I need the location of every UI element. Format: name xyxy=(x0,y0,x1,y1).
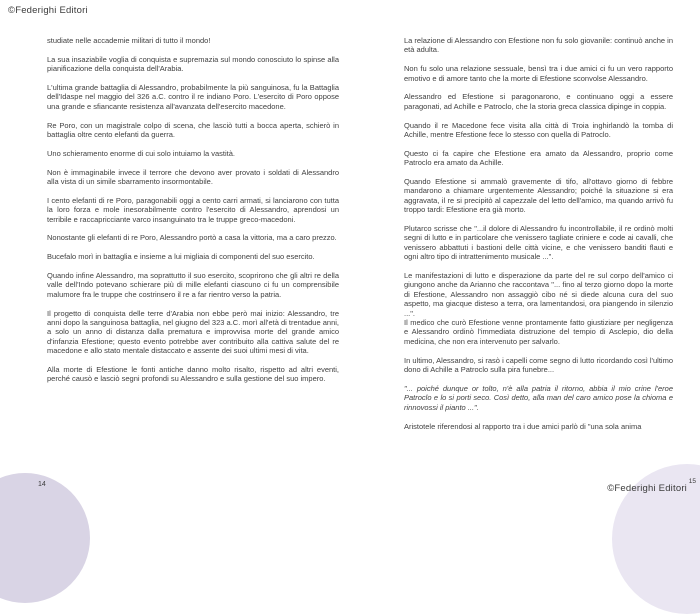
paragraph: "... poiché dunque or tolto, n'è alla patria il ritorno, abbia il mio crine l'eroe Patroclo e lo si porti seco. Così detto, alla man del caro amico pose la chioma e rinnovossi il pianto ...". xyxy=(404,383,673,412)
paragraph: Le manifestazioni di lutto e disperazione da parte del re sul corpo dell'amico ci giungono anche da Arianno che raccontava "... fino al terzo giorno dopo la morte di Efestione, Alessandro non assaggiò cibo né si diede alcuna cura del suo aspetto, ma giacque disteso a terra, ora lamentandosi, ora piangendo in silenzio ...". xyxy=(404,271,673,318)
paragraph: Quando infine Alessandro, ma soprattutto il suo esercito, scoprirono che gli altri re della valle dell'Indo potevano schierare più di mille elefanti ciascuno ci fu un comprensibile malumore fra le truppe che costrinsero il re a far rientro verso la patria. xyxy=(47,271,339,299)
page-number-left: 14 xyxy=(38,481,46,488)
paragraph: Alla morte di Efestione le fonti antiche danno molto risalto, rispetto ad altri eventi, perché causò e lasciò segni profondi su Alessandro e sulla gestione del suo impero. xyxy=(47,365,339,384)
paragraph: Re Poro, con un magistrale colpo di scena, che lasciò tutti a bocca aperta, schierò in battaglia oltre cento elefanti da guerra. xyxy=(47,120,339,140)
paragraph: Quando il re Macedone fece visita alla città di Troia inghirlandò la tomba di Achille, mentre Efestione fece lo stesso con quella di Patroclo. xyxy=(404,120,673,140)
paragraph: Quando Efestione si ammalò gravemente di tifo, all'ottavo giorno di febbre mandarono a chiamare urgentemente Alessandro; poiché la situazione si era aggravata, il re si precipitò al capezzale del letto dell'amico, ma quando arrivò fu troppo tardi: Efestione era già morto. xyxy=(404,177,673,215)
paragraph: L'ultima grande battaglia di Alessandro, probabilmente la più sanguinosa, fu la Battaglia dell'Idaspe nel maggio del 326 a.C. contro il re indiano Poro. L'esercito di Poro oppose una grande e sfiancante resistenza all'avanzata dell'esercito macedone. xyxy=(47,83,339,111)
paragraph: Questo ci fa capire che Efestione era amato da Alessandro, proprio come Patroclo era amato da Achille. xyxy=(404,148,673,168)
paragraph: I cento elefanti di re Poro, paragonabili oggi a cento carri armati, si lanciarono con tutta la loro forza e mole inesorabilmente contro l'esercito di Alessandro, aprendosi un terribile e raccapricciante varco insanguinato tra le truppe greco-macedoni. xyxy=(47,195,339,224)
paragraph: Nonostante gli elefanti di re Poro, Alessandro portò a casa la vittoria, ma a caro prezzo. xyxy=(47,233,337,243)
paragraph: Non fu solo una relazione sessuale, bensì tra i due amici ci fu un vero rapporto emotivo e di amore tanto che la morte di Efestione sconvolse Alessandro. xyxy=(404,64,673,83)
paragraph: studiate nelle accademie militari di tutto il mondo! xyxy=(47,36,211,45)
paragraph: Il medico che curò Efestione venne prontamente fatto giustiziare per negligenza e Alessandro ordinò l'immediata distruzione del tempio di Asclepio, dio della medicina, che non era intervenuto per salvarlo. xyxy=(404,318,673,346)
page-right-text-column xyxy=(404,36,673,440)
paragraph: La sua insaziabile voglia di conquista e supremazia sul mondo conosciuto lo spinse alla pianificazione della conquista dell'Arabia. xyxy=(47,54,339,74)
watermark-top-left: ©Federighi Editori xyxy=(8,5,88,16)
corner-circle-left xyxy=(0,473,90,603)
paragraph: In ultimo, Alessandro, si rasò i capelli come segno di lutto ricordando così l'ultimo dono di Achille a Patroclo sulla pira funebre... xyxy=(404,355,673,375)
paragraph: Uno schieramento enorme di cui solo intuiamo la vastità. xyxy=(47,148,236,158)
paragraph: Il progetto di conquista delle terre d'Arabia non ebbe però mai inizio: Alessandro, tre anni dopo la sanguinosa battaglia, nel giugno del 323 a.C. morì all'età di trentadue anni, a solo un anno di distanza dalla prematura e improvvisa morte del grande amico d'infanzia Efestione; questo evento potrebbe aver contribuito alla cattiva salute del re macedone e allo stato mentale distaccato e assente dei suoi ultimi mesi di vita. xyxy=(47,308,339,356)
page-left-text-column xyxy=(47,36,339,393)
paragraph: Bucefalo morì in battaglia e insieme a lui migliaia di componenti del suo esercito. xyxy=(47,252,315,262)
paragraph: Alessandro ed Efestione si paragonarono, e continuano oggi a essere paragonati, ad Achille e Patroclo, che la storia greca classica dipinge in coppia. xyxy=(404,92,673,111)
page-number-right: 15 xyxy=(688,478,696,485)
paragraph: Non è immaginabile invece il terrore che devono aver provato i soldati di Alessandro alla vista di un simile sbarramento insormontabile. xyxy=(47,167,339,187)
watermark-bottom-right: ©Federighi Editori xyxy=(607,483,687,494)
paragraph: Plutarco scrisse che "...il dolore di Alessandro fu incontrollabile, il re ordinò molti segni di lutto e in particolare che venissero tagliate criniere e code ai cavalli, che venissero abbattuti i bastioni delle città vicine, e che venissero banditi flauti e ogni altro tipo di intrattenimento musicale ...". xyxy=(404,224,673,262)
paragraph: La relazione di Alessandro con Efestione non fu solo giovanile: continuò anche in età adulta. xyxy=(404,36,673,55)
paragraph: Aristotele riferendosi al rapporto tra i due amici parlò di "una sola anima xyxy=(404,421,642,431)
